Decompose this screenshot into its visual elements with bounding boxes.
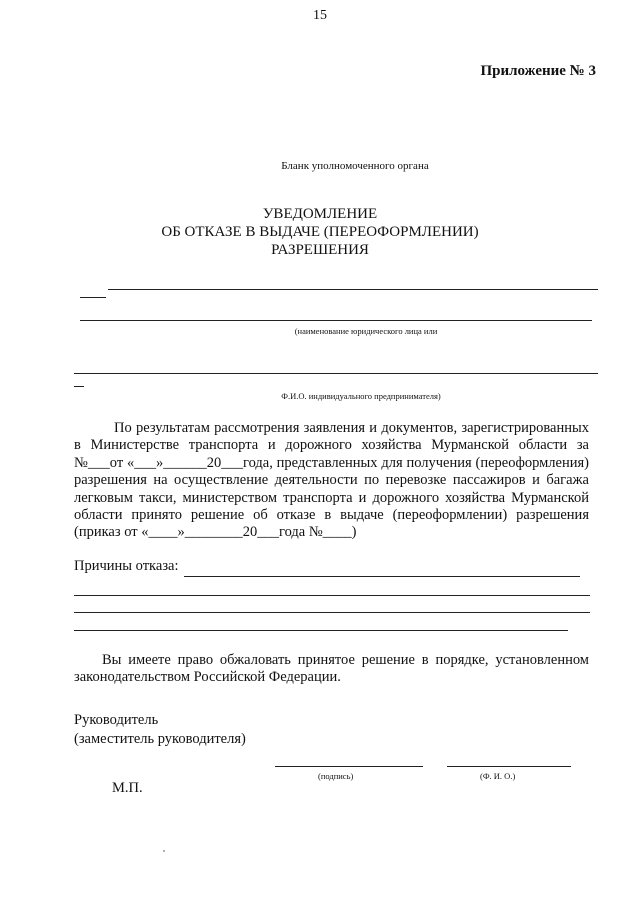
scan-speck xyxy=(163,850,165,852)
reasons-line-1 xyxy=(184,576,580,577)
form-label: Бланк уполномоченного органа xyxy=(281,160,429,172)
recipient-line-1-tail xyxy=(80,297,106,298)
reasons-label: Причины отказа: xyxy=(74,558,179,574)
signatory-title: Руководитель xyxy=(74,712,159,728)
decision-paragraph: По результатам рассмотрения заявления и документов, зарегистрированных в Министерстве транспорта и дорожного хозяйства Мурманской области за №___от «___»______20___года, представленных для получения (переоформления) разрешения на осуществление деятельности по перевозке пассажиров и багажа легковым такси, министерством транспорта и дорожного хозяйства Мурманской области принято решение об отказе в выдаче (переоформлении) разрешения (приказ от «____»________20___года №____) xyxy=(74,420,589,541)
legal-entity-caption: (наименование юридического лица или xyxy=(294,326,438,336)
signature-line xyxy=(275,766,423,767)
recipient-line-1 xyxy=(108,289,598,290)
title-line-1: УВЕДОМЛЕНИЕ xyxy=(262,206,378,222)
full-name-caption: (Ф. И. О.) xyxy=(480,771,516,781)
appeal-paragraph: Вы имеете право обжаловать принятое решение в порядке, установленном законодательством Российской Федерации. xyxy=(74,652,589,686)
page-number: 15 xyxy=(313,8,327,23)
reasons-line-4 xyxy=(74,630,568,631)
title-line-3: РАЗРЕШЕНИЯ xyxy=(271,242,369,258)
full-name-line xyxy=(447,766,571,767)
signature-caption: (подпись) xyxy=(318,771,354,781)
recipient-line-2 xyxy=(80,320,592,321)
stamp-label: М.П. xyxy=(112,780,143,796)
reasons-line-3 xyxy=(74,612,590,613)
signatory-subtitle: (заместитель руководителя) xyxy=(74,731,246,747)
title-line-2: ОБ ОТКАЗЕ В ВЫДАЧЕ (ПЕРЕОФОРМЛЕНИИ) xyxy=(161,224,479,240)
individual-caption: Ф.И.О. индивидуального предпринимателя) xyxy=(281,391,441,401)
appendix-heading: Приложение № 3 xyxy=(480,63,596,79)
reasons-line-2 xyxy=(74,595,590,596)
recipient-line-3-tail xyxy=(74,386,84,387)
recipient-line-3 xyxy=(74,373,598,374)
